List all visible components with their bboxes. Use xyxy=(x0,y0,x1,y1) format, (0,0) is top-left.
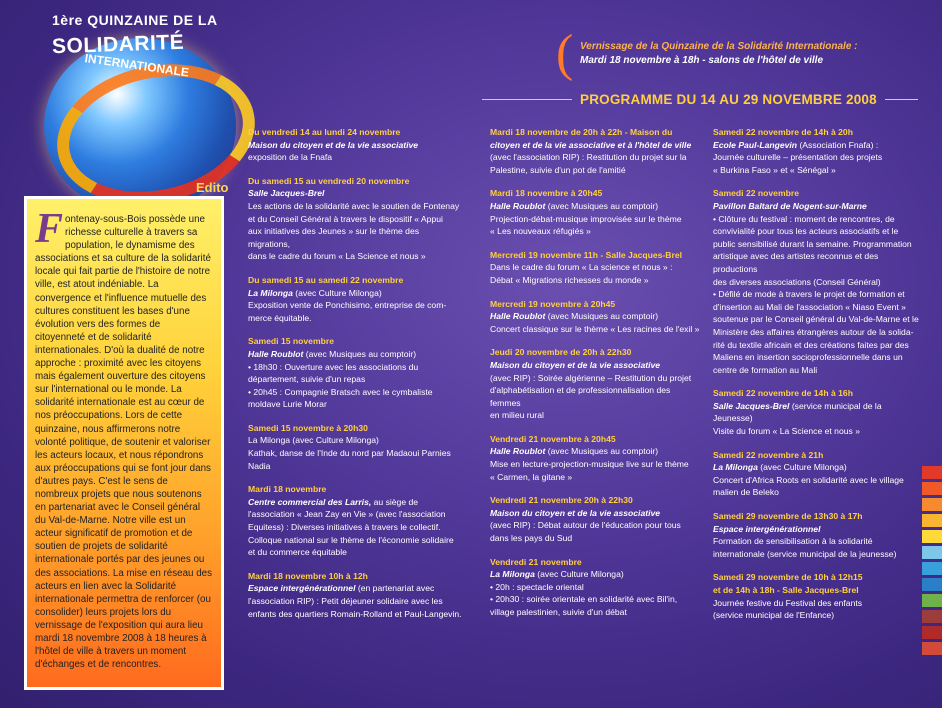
event-description-line: Débat « Migrations richesses du monde » xyxy=(490,274,649,285)
color-tab xyxy=(922,482,942,495)
event-description-line: moldave Lurie Morar xyxy=(248,399,327,410)
event-place-line xyxy=(490,445,702,458)
color-tab xyxy=(922,514,942,527)
event-date: Samedi 29 novembre de 13h30 à 17h xyxy=(713,511,863,522)
programme-column-1 xyxy=(248,126,463,631)
event-place: Maison du citoyen et de la vie associative xyxy=(490,359,661,370)
event-date: Samedi 29 novembre de 10h à 12h15 xyxy=(713,572,863,583)
event-place: La Milonga xyxy=(490,569,535,580)
event-place-line xyxy=(490,139,702,152)
event-description-line: exposition de la Fnafa xyxy=(248,152,333,163)
event-description-line: Journée festive du Festival des enfants xyxy=(713,597,863,608)
programme-event xyxy=(490,187,702,237)
event-place: Maison du citoyen et de la vie associative xyxy=(248,139,419,150)
event-description-line: malien de Beleko xyxy=(713,487,779,498)
event-place: Halle Roublot xyxy=(490,446,546,457)
event-description-line: public sensibilisé durant la semaine. Programmation xyxy=(713,238,912,249)
event-place-suffix: (avec Culture Milonga) xyxy=(757,462,847,473)
event-place: Maison du citoyen et de la vie associative xyxy=(490,507,661,518)
event-description-line: « Les nouveaux réfugiés » xyxy=(490,226,591,237)
event-place: Halle Roublot xyxy=(490,311,546,322)
event-date: Mardi 18 novembre xyxy=(248,484,327,495)
programme-event xyxy=(713,449,919,499)
event-description-line: et du Conseil Général à travers le dispositif « Appui xyxy=(248,213,443,224)
event-place-line xyxy=(248,348,463,361)
edito-text: ontenay-sous-Bois possède une richesse culturelle à travers sa population, le dynamisme des associations et sa culture de la solidarité locale qui fait partie de l'histoire de notre ville, est atout indéniable. La convergence et l'influence mutuelle des cultures constituent les bases d'une évolution vers des formes de citoyenneté et de solidarité internationales. D'où la dualité de notre approche : proximité avec les citoyens mais également ouverture des citoyens sur l'international ou le monde. La solidarité internationale est au cœur de nos préoccupations. Lors de cette quinzaine, nous affirmerons notre volonté politique, de soutenir et valoriser les acteurs locaux, et nous répondrons aux préoccupations qui se font jour dans d'autres pays. C'est le sens de nombreux projets que nous soutenons en partenariat avec le Conseil général du Val-de-Marne. Notre ville est un acteur significatif de promotion et de soutien de projets de solidarité internationale portés par des jeunes ou des associations. La mise en réseau des acteurs en lien avec la Solidarité internationale permettra de renforcer (ou consolider) leurs projets lors du vernissage de l'exposition qui aura lieu mardi 18 novembre 2008 à 18 heures à l'hôtel de ville à travers un moment d'échanges et de rencontres. xyxy=(35,214,212,671)
event-description-line: Colloque national sur le thème de l'économie solidaire xyxy=(248,534,454,545)
event-date-continued: et de 14h à 18h - Salle Jacques-Brel xyxy=(713,585,859,595)
event-place-line xyxy=(248,582,463,595)
color-tab xyxy=(922,594,942,607)
programme-event xyxy=(248,126,463,164)
event-date: Samedi 22 novembre de 14h à 20h xyxy=(713,127,853,137)
event-description-line: Les actions de la solidarité avec le soutien de Fontenay xyxy=(248,200,460,211)
event-description-line: Formation de sensibilisation à la solidarité xyxy=(713,536,873,547)
event-place: Halle Roublot xyxy=(248,348,304,359)
color-tab xyxy=(922,546,942,559)
event-date: Mercredi 19 novembre 11h - Salle Jacques-Brel xyxy=(490,249,683,260)
event-place-line xyxy=(248,287,463,300)
event-date: Mardi 18 novembre à 20h45 xyxy=(490,188,603,199)
color-tab xyxy=(922,578,942,591)
event-place-line xyxy=(248,496,463,509)
event-date: Samedi 15 novembre à 20h30 xyxy=(248,422,368,433)
edito-dropcap: F xyxy=(35,206,64,252)
color-tabs xyxy=(922,466,942,658)
color-tab xyxy=(922,610,942,623)
event-place: Centre commercial des Larris, xyxy=(248,496,372,507)
event-date: Mardi 18 novembre de 20h à 22h - Maison du xyxy=(490,127,673,137)
programme-event xyxy=(248,274,463,324)
event-description-line: Dans le cadre du forum « La science et nous » : xyxy=(490,262,673,273)
event-place-line xyxy=(490,568,702,581)
programme-event xyxy=(713,187,919,376)
logo-line2: SOLIDARITÉ xyxy=(51,30,185,59)
event-place-line xyxy=(490,507,702,520)
event-description-line: Visite du forum « La Science et nous » xyxy=(713,426,860,437)
programme-column-3 xyxy=(713,126,919,633)
event-description-line: en milieu rural xyxy=(490,410,544,421)
event-place-line xyxy=(713,139,919,152)
event-place: citoyen et de la vie associative et à l'hôtel de ville xyxy=(490,139,692,150)
event-description-line: d'alphabétisation et de professionnalisation des femmes xyxy=(490,385,671,408)
event-description-line: (avec l'association RIP) : Restitution du projet sur la xyxy=(490,152,687,163)
event-description-line: village palestinien, suivie d'un débat xyxy=(490,607,627,617)
event-description-line: La Milonga (avec Culture Milonga) xyxy=(248,435,379,446)
programme-event xyxy=(490,346,702,422)
event-description-line: (service municipal de l'Enfance) xyxy=(713,610,835,621)
event-place-line xyxy=(490,359,702,372)
event-place-line xyxy=(490,200,702,213)
vernissage-line2: Mardi 18 novembre à 18h - salons de l'hôtel de ville xyxy=(580,55,824,66)
event-description-line: merce équitable. xyxy=(248,312,312,323)
event-place-line xyxy=(490,310,702,323)
edito-label: Edito xyxy=(196,180,229,195)
event-date: Samedi 22 novembre à 21h xyxy=(713,449,824,460)
event-place-line xyxy=(713,523,919,536)
event-description-line: « Carmen, la gitane » xyxy=(490,471,573,482)
event-description-line: Equitess) : Diverses initiatives à travers le collectif. xyxy=(248,522,441,533)
event-description-line: Journée culturelle – présentation des projets xyxy=(713,152,883,163)
event-place-suffix: (avec Musiques au comptoir) xyxy=(303,348,417,359)
event-description-line: l'association « Jean Zay en Vie » (avec l'association xyxy=(248,509,446,520)
event-description-line: • Défilé de mode à travers le projet de formation et xyxy=(713,289,905,300)
event-place-line xyxy=(713,461,919,474)
event-place-suffix: (avec Musiques au comptoir) xyxy=(545,200,659,211)
event-place: Ecole Paul-Langevin xyxy=(713,139,798,150)
event-place-line xyxy=(713,200,919,213)
event-place-line xyxy=(248,139,463,152)
event-date: Du vendredi 14 au lundi 24 novembre xyxy=(248,127,401,137)
header-rule-left xyxy=(482,99,572,100)
color-tab xyxy=(922,642,942,655)
event-place-suffix: au siège de xyxy=(371,496,419,507)
event-place: Salle Jacques-Brel xyxy=(248,188,325,199)
programme-event xyxy=(248,483,463,559)
event-place-line xyxy=(713,400,919,425)
programme-event xyxy=(248,570,463,620)
color-tab xyxy=(922,626,942,639)
event-description-line: Mise en lecture-projection-musique live sur le thème xyxy=(490,459,689,470)
event-place-suffix: (Association Fnafa) : xyxy=(797,139,879,150)
event-description-line: département, suivie d'un repas xyxy=(248,374,366,385)
programme-event xyxy=(713,510,919,560)
event-description-line: convivialité pour tous les acteurs associatifs et le xyxy=(713,226,899,237)
event-date: Du samedi 15 au samedi 22 novembre xyxy=(248,274,404,285)
color-tab xyxy=(922,562,942,575)
programme-event xyxy=(248,175,463,263)
event-date: Mardi 18 novembre 10h à 12h xyxy=(248,570,368,581)
event-description-line: dans le cadre du forum « La Science et nous » xyxy=(248,251,426,262)
event-description-line: Ministère des affaires étrangères autour de la solida- xyxy=(713,326,914,337)
event-date: Mercredi 19 novembre à 20h45 xyxy=(490,298,616,309)
event-description-line: • Clôture du festival : moment de rencontres, de xyxy=(713,213,895,224)
event-date: Vendredi 21 novembre à 20h45 xyxy=(490,433,616,444)
event-description-line: d'insertion au Mali de l'association « Niaso Event » xyxy=(713,301,906,312)
programme-event xyxy=(713,126,919,176)
logo-line3: INTERNATIONALE xyxy=(83,51,190,80)
event-description-line: Maliens en insertion socioprofessionnelle dans un xyxy=(713,352,903,363)
programme-event xyxy=(490,494,702,544)
event-description-line: Concert classique sur le thème « Les racines de l'exil » xyxy=(490,323,700,334)
event-place: La Milonga xyxy=(713,462,758,473)
event-description-line: internationale (service municipal de la jeunesse) xyxy=(713,548,897,559)
event-date: Samedi 22 novembre de 14h à 16h xyxy=(713,388,853,399)
programme-event xyxy=(490,433,702,483)
vernissage-line1: Vernissage de la Quinzaine de la Solidarité Internationale : xyxy=(580,41,858,52)
event-place-suffix: (avec Musiques au comptoir) xyxy=(545,311,659,322)
event-date: Samedi 22 novembre xyxy=(713,188,799,199)
event-place-suffix: (service municipal de la Jeunesse) xyxy=(713,400,882,424)
event-description-line: l'association RIP) : Petit déjeuner solidaire avec les xyxy=(248,596,443,606)
event-description-line: « Burkina Faso » et « Sénégal » xyxy=(713,164,836,175)
programme-event xyxy=(490,126,702,176)
programme-event xyxy=(248,422,463,472)
event-description-line: Palestine, suivie d'un pot de l'amitié xyxy=(490,164,626,175)
programme-event xyxy=(490,298,702,336)
programme-header xyxy=(482,92,918,107)
programme-column-2 xyxy=(490,126,702,630)
event-place: Halle Roublot xyxy=(490,200,546,211)
event-description-line: • 18h30 : Ouverture avec les associations du xyxy=(248,361,419,372)
event-description-line: centre de formation au Mali xyxy=(713,364,818,375)
event-date: Du samedi 15 au vendredi 20 novembre xyxy=(248,175,410,186)
event-place-suffix: (avec Culture Milonga) xyxy=(534,569,624,580)
event-place-suffix: (avec Musiques au comptoir) xyxy=(545,446,659,457)
vernissage-paren: ( xyxy=(556,25,574,82)
programme-event xyxy=(713,571,919,621)
programme-event xyxy=(490,249,702,287)
color-tab xyxy=(922,530,942,543)
event-description-line: Kathak, danse de l'Inde du nord par Madaoui Parnies Nadia xyxy=(248,448,451,471)
event-place-suffix: (avec Culture Milonga) xyxy=(292,287,382,298)
event-place-suffix: (en partenariat avec xyxy=(355,583,435,594)
event-date: Vendredi 21 novembre 20h à 22h30 xyxy=(490,495,633,506)
event-place: Pavillon Baltard de Nogent-sur-Marne xyxy=(713,200,867,211)
event-description-line: Exposition vente de Ponchisimo, entreprise de com- xyxy=(248,300,447,311)
event-description-line: Projection-débat-musique improvisée sur le thème xyxy=(490,213,682,224)
event-description-line: soutenue par le Conseil général du Val-de-Marne et le xyxy=(713,314,919,325)
color-tab xyxy=(922,498,942,511)
logo-title xyxy=(51,12,242,80)
event-date: Jeudi 20 novembre de 20h à 22h30 xyxy=(490,347,632,358)
event-date: Vendredi 21 novembre xyxy=(490,556,582,567)
vernissage-block xyxy=(580,40,910,68)
logo-line1: 1ère QUINZAINE DE LA xyxy=(52,12,218,28)
event-description-line: (avec RIP) : Débat autour de l'éducation pour tous xyxy=(490,520,681,531)
programme-title: PROGRAMME DU 14 AU 29 NOVEMBRE 2008 xyxy=(580,92,877,107)
event-description-line: (avec RIP) : Soirée algérienne – Restitution du projet xyxy=(490,372,692,383)
programme-event xyxy=(248,335,463,411)
event-description-line: • 20h45 : Compagnie Bratsch avec le cymbaliste xyxy=(248,386,433,397)
event-description-line: dans les pays du Sud xyxy=(490,533,573,544)
event-description-line: • 20h : spectacle oriental xyxy=(490,581,584,592)
event-place: Espace intergénérationnel xyxy=(713,523,821,534)
event-place: Espace intergénérationnel xyxy=(248,583,356,594)
event-description-line: • 20h30 : soirée orientale en solidarité avec Bil'in, xyxy=(490,594,678,605)
event-place-line xyxy=(248,187,463,200)
edito-box xyxy=(24,196,224,690)
event-description-line: et du commerce équitable xyxy=(248,547,347,558)
programme-event xyxy=(713,387,919,437)
event-description-line: Concert d'Africa Roots en solidarité avec le village xyxy=(713,474,904,485)
event-description-line: rité du textile africain et des créations faites par des xyxy=(713,339,909,350)
event-place: Salle Jacques-Brel xyxy=(713,400,790,411)
header-rule-right xyxy=(885,99,918,100)
event-date: Samedi 15 novembre xyxy=(248,336,334,347)
event-description-line: des diverses associations (Conseil Général) xyxy=(713,276,881,287)
color-tab xyxy=(922,466,942,479)
event-place: La Milonga xyxy=(248,287,293,298)
event-description-line: aux initiatives des Jeunes » sur le thème des migrations, xyxy=(248,226,420,249)
programme-event xyxy=(490,556,702,619)
event-description-line: enfants des quartiers Romain-Rolland et Paul-Langevin. xyxy=(248,608,462,619)
event-description-line: artistique avec des artistes reconnus et des productions xyxy=(713,251,879,274)
